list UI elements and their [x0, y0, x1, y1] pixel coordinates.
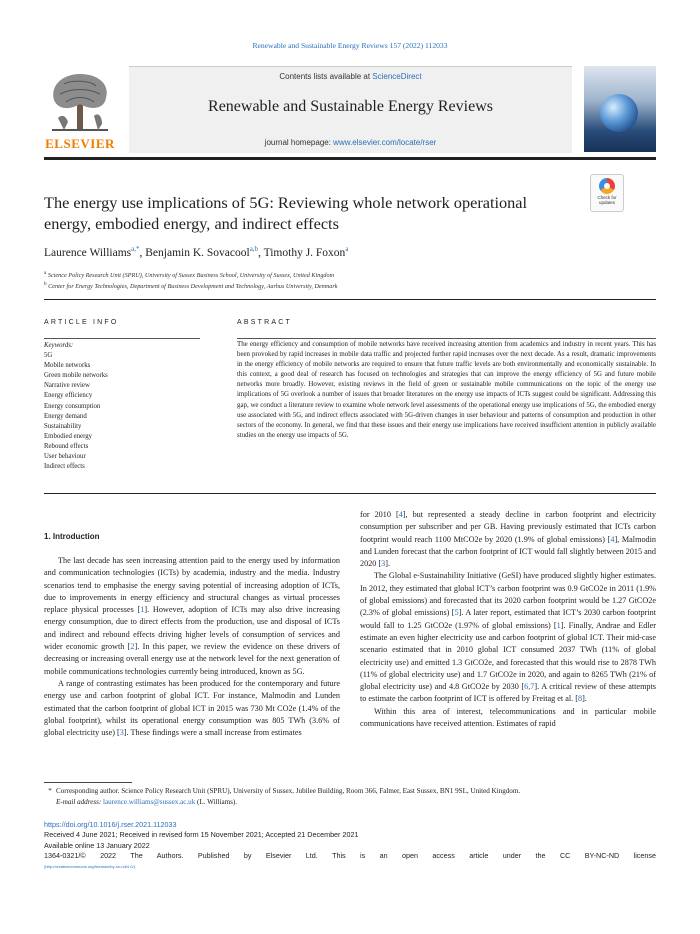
- article-info-rule: [44, 338, 200, 339]
- keyword-item: Indirect effects: [44, 463, 85, 471]
- citation-link[interactable]: 6,7: [524, 682, 535, 692]
- keyword-item: Energy demand: [44, 412, 87, 420]
- body-text: ].: [385, 559, 391, 569]
- footnote-email: [44, 797, 656, 808]
- journal-title: Renewable and Sustainable Energy Reviews: [208, 98, 493, 115]
- keyword-item: Mobile networks: [44, 362, 91, 370]
- elsevier-logo[interactable]: [44, 66, 116, 152]
- keyword-item: Green mobile networks: [44, 372, 108, 380]
- check-for-updates-label-1: Check for: [597, 195, 617, 200]
- body-text: ]. A critical review of these attempts to estimate the carbon footprint of ICT is offered by Freitag et al. [: [360, 682, 656, 704]
- check-for-updates-icon: [599, 178, 615, 194]
- keyword-item: Embodied energy: [44, 432, 93, 440]
- body-text: ]. Finally, Andrae and Edler estimate an even higher electricity use and carbon footprint of global ICT. Their mid-case scenario estimated that in 2010 global ICT consumed 2037 TWh (11% of global electricity use) and emitted 1.3 GtCO2e, and forecasted that this would rise to 2878 TWh (11% of global electricity use) and 1.7 GtCO2e in 2020, and again to 8265 TWh (21% of global electricity use) and 4.8 GtCO2e by 2030 [: [360, 620, 656, 692]
- keywords-label: Keywords:: [44, 342, 74, 349]
- contents-prefix: Contents lists available at: [279, 72, 373, 81]
- keyword-item: Rebound effects: [44, 442, 89, 450]
- body-text: Within this area of interest, telecommunications and in particular mobile communications have received attention. Estimates of rapid: [360, 706, 656, 729]
- email-link[interactable]: laurence.williams@sussex.ac.uk: [103, 798, 196, 806]
- citation-link[interactable]: 4: [610, 534, 615, 544]
- keywords-list: [44, 341, 204, 472]
- license-statement: 1364-0321/© 2022 The Authors. Published by Elsevier Ltd. This is an open access article under the CC BY-NC-ND license: [44, 851, 656, 861]
- footnote-rule: [44, 782, 132, 783]
- check-for-updates-label-2: updates: [598, 200, 615, 205]
- affiliation-sup: b: [44, 281, 47, 288]
- email-suffix: (L. Williams).: [195, 798, 238, 806]
- author-affil-sup[interactable]: a,b: [249, 245, 259, 253]
- citation-link[interactable]: 8: [577, 694, 583, 704]
- journal-cover-thumbnail[interactable]: [584, 66, 656, 152]
- journal-reference-link[interactable]: Renewable and Sustainable Energy Reviews 157 (2022) 112033: [252, 41, 448, 50]
- body-paragraph: [44, 678, 340, 739]
- footnote-star: *: [48, 787, 52, 795]
- keyword-item: Sustainability: [44, 422, 82, 430]
- contents-line: [129, 72, 572, 81]
- homepage-line: [129, 138, 572, 147]
- body-text: ]. These findings were a small increase from estimates: [123, 728, 302, 738]
- tree-icon: [44, 66, 116, 134]
- citation-link[interactable]: 3: [381, 559, 386, 569]
- doi-link[interactable]: https://doi.org/10.1016/j.rser.2021.112033: [44, 820, 177, 829]
- footnote-corresponding: [44, 786, 656, 797]
- abstract-rule: [237, 338, 656, 339]
- body-paragraph: [44, 555, 340, 678]
- section-heading-introduction: 1. Introduction: [44, 532, 100, 541]
- keyword-item: Narrative review: [44, 382, 90, 390]
- email-label: E-mail address:: [56, 798, 102, 806]
- header-rule: [44, 157, 656, 160]
- body-paragraph: [360, 570, 656, 705]
- author-affil-sup[interactable]: a: [345, 245, 349, 253]
- author-name[interactable]: Timothy J. Foxon: [263, 246, 346, 259]
- body-text: ]. In this paper, we review the evidence on these drivers of decreasing or increasing overall energy use at the network level for the next generation of mobile communications technologies currently being introduced, known as 5G.: [44, 642, 341, 676]
- globe-icon: [600, 94, 638, 132]
- body-paragraph: [360, 706, 656, 731]
- citation-link[interactable]: 1: [140, 605, 145, 615]
- author-list: [44, 245, 348, 259]
- body-text: ], Malmodin and Lunden forecast that the carbon footprint of ICT would fall slightly between 2015 and 2020 [: [360, 534, 656, 569]
- body-paragraph: [360, 509, 656, 570]
- article-info-heading: ARTICLE INFO: [44, 319, 119, 326]
- keyword-item: Energy efficiency: [44, 392, 93, 400]
- right-column: [360, 509, 656, 730]
- online-date: Available online 13 January 2022: [44, 840, 150, 850]
- body-text: A range of contrasting estimates has been produced for the contemporary and future energy use and carbon footprint of global ICT. For instance, Malmodin and Lunden estimated that the carbon footprint of global ICT in 2015 was 730 Mt CO2e (1.4% of the global footprint), whilst its operational energy consumption was 805 TWh (3.6% of global electricity use) [: [44, 678, 340, 738]
- author-affil-sup[interactable]: a,*: [131, 245, 140, 253]
- body-text: ]. However, adoption of ICTs may also drive increasing energy consumption, due to direct effects from the production, use and disposal of ICTs and indirect and rebound effects driving higher levels of consumption of services and wider economic growth [: [44, 605, 340, 652]
- citation-link[interactable]: 2: [130, 642, 135, 652]
- author-separator: ,: [139, 246, 146, 259]
- abstract-text: The energy efficiency and consumption of mobile networks have received increasing attention from academics and industry in recent years. This has been provoked by rapid increases in mobile data traffic and projected further rapid increases over the next decade. As a result, dramatic improvements in the energy efficiency of mobile networks are required to ensure that future traffic levels are both environmentally and economically sustainable. In this context, a good deal of research has focused on technologies and strategies that can improve the energy efficiency of 5G and future mobile networks more broadly. However, existing reviews in the field of green or sustainable mobile communications on the topic of the energy use implications of 5G overlook a number of issues that broader literatures on the energy use impacts of ICTs suggest could be significant. Addressing this gap, we conduct a literature review to examine whole network level assessments of the operational energy use implications of 5G, the embodied energy use associated with 5G, and indirect effects associated with 5G-driven changes in user behaviour and patterns of consumption and production in other sectors of the economy. In general, we find that these issues and their energy use implications have received insufficient attention in publicly available studies on the energy use impacts of 5G.: [237, 341, 656, 439]
- front-matter-rule: [44, 299, 656, 300]
- keyword-item: User behaviour: [44, 453, 86, 461]
- affiliation-sup: a: [44, 270, 47, 276]
- journal-header: [44, 66, 656, 152]
- article-title: The energy use implications of 5G: Reviewing whole network operational energy, embodied energy, and indirect effects: [44, 193, 528, 233]
- affiliations: [44, 269, 337, 291]
- author-name[interactable]: Laurence Williams: [44, 246, 132, 259]
- author-separator: ,: [258, 246, 264, 259]
- left-column: [44, 555, 340, 739]
- citation-link[interactable]: 3: [119, 728, 124, 738]
- body-text: The last decade has seen increasing attention paid to the energy used by information and communication technologies (ICTs) by academia, industry and the media. Industry scenarios tend to emphasise the energy saving potential of increasing adoption of ICTs, due to improvements in energy efficiency and structural changes as virtual processes replace physical processes [: [44, 556, 340, 615]
- affiliation-item: [44, 280, 337, 291]
- received-dates: Received 4 June 2021; Received in revised form 15 November 2021; Accepted 21 December 2021: [44, 830, 359, 840]
- body-text: The Global e-Sustainability Initiative (GeSI) have produced slightly higher estimates. In 2012, they estimated that global ICT’s carbon footprint was 0.9 GtCO2e in 2011 (1.9% of global emissions) and forecasted that its 2020 carbon footprint would be 1.27 GtCO2e (2.3% of global emissions) [: [360, 571, 656, 618]
- affiliation-text: Science Policy Research Unit (SPRU), University of Sussex Business School, University of Sussex, United Kingdom: [47, 272, 335, 280]
- citation-link[interactable]: 5: [454, 608, 459, 618]
- corresponding-author-footnote: [44, 786, 656, 808]
- license-link[interactable]: (http://creativecommons.org/licenses/by-nc-nd/4.0/).: [44, 863, 137, 869]
- affiliation-item: [44, 269, 337, 280]
- journal-masthead: [129, 66, 572, 153]
- article-metadata: [44, 820, 656, 872]
- homepage-link[interactable]: www.elsevier.com/locate/rser: [333, 138, 437, 147]
- body-text: ]. A later report, estimated that ICT’s 2030 carbon footprint would fall to 1.25 GtCO2e (1.97% of global emissions) [: [360, 608, 656, 630]
- keyword-item: Energy consumption: [44, 402, 101, 410]
- citation-link[interactable]: 1: [556, 620, 561, 630]
- elsevier-wordmark: ELSEVIER: [45, 136, 115, 151]
- author-name[interactable]: Benjamin K. Sovacool: [145, 246, 250, 259]
- check-for-updates-button[interactable]: [590, 174, 624, 212]
- homepage-prefix: journal homepage:: [264, 138, 334, 147]
- keyword-item: 5G: [44, 352, 53, 360]
- citation-link[interactable]: 4: [398, 510, 403, 519]
- abstract-end-rule: [44, 493, 656, 494]
- body-text: ], but represented a steady decline in carbon footprint and electricity consumption per subscriber and per GB. Having previously estimated that ICTs carbon footprint would reach 1100 MtCO2e by 2020 (1.9% of global emissions) [: [360, 510, 656, 544]
- sciencedirect-link[interactable]: ScienceDirect: [372, 72, 422, 81]
- abstract-heading: ABSTRACT: [237, 319, 292, 326]
- body-text: for 2010 [: [360, 510, 399, 519]
- footnote-corresponding-text: Corresponding author. Science Policy Research Unit (SPRU), University of Sussex, Jubilee Building, Room 366, Falmer, East Sussex, BN1 9SL, United Kingdom.: [56, 787, 521, 795]
- body-text: ].: [582, 694, 587, 704]
- affiliation-text: Center for Energy Technologies, Department of Business Development and Technology, Aarhus University, Denmark: [48, 283, 338, 291]
